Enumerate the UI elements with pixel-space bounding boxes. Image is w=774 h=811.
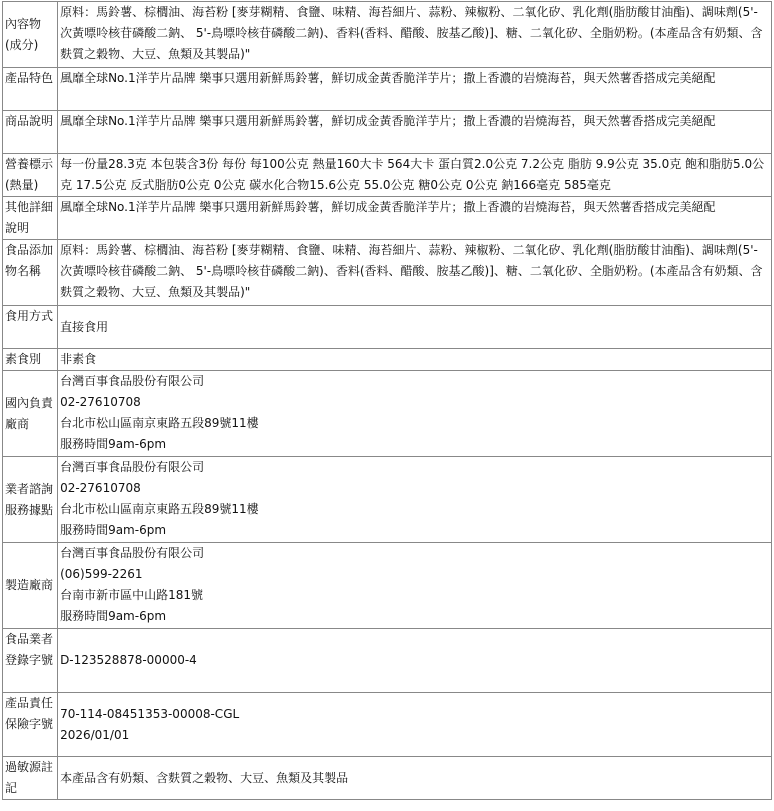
row-value: D-123528878-00000-4 bbox=[58, 629, 772, 693]
service-hours: 服務時間9am-6pm bbox=[60, 523, 167, 537]
phone-number: 02-27610708 bbox=[60, 481, 141, 495]
row-value bbox=[58, 371, 772, 457]
row-label: 國內負責廠商 bbox=[3, 371, 58, 457]
row-value bbox=[58, 457, 772, 543]
row-value: 原料：馬鈴薯、棕櫚油、海苔粉 [麥芽糊精、食鹽、味精、海苔細片、蒜粉、辣椒粉、二氧化矽、乳化劑(脂肪酸甘油酯)、調味劑(5'-次黃嘌呤核苷磷酸二鈉、 5'-鳥嘌呤核苷磷酸二鈉)、香料(香料、醋酸、胺基乙酸)]、糖、二氧化矽、全脂奶粉。(本產品含有奶類、含麩質之穀物、大豆、魚類及其製品)" bbox=[58, 2, 772, 68]
address: 台南市新市區中山路181號 bbox=[60, 588, 203, 602]
address: 台北市松山區南京東路五段89號11樓 bbox=[60, 502, 259, 516]
spec-row-nutrition bbox=[3, 154, 772, 197]
service-hours: 服務時間9am-6pm bbox=[60, 437, 167, 451]
spec-row-description bbox=[3, 111, 772, 154]
company-name: 台灣百事食品股份有限公司 bbox=[60, 374, 205, 388]
phone-number: (06)599-2261 bbox=[60, 567, 143, 581]
spec-row-consultation bbox=[3, 457, 772, 543]
spec-row-usage bbox=[3, 306, 772, 349]
row-label: 食用方式 bbox=[3, 306, 58, 349]
row-label: 食品業者登錄字號 bbox=[3, 629, 58, 693]
row-label: 產品特色 bbox=[3, 68, 58, 111]
row-label: 商品說明 bbox=[3, 111, 58, 154]
spec-row-allergen bbox=[3, 757, 772, 800]
row-value: 每一份量28.3克 本包裝含3份 每份 每100公克 熱量160大卡 564大卡 蛋白質2.0公克 7.2公克 脂肪 9.9公克 35.0克 飽和脂肪5.0公克 17.5公克 反式脂肪0公克 0公克 碳水化合物15.6公克 55.0公克 糖0公克 0公克 鈉166毫克 585毫克 bbox=[58, 154, 772, 197]
service-hours: 服務時間9am-6pm bbox=[60, 609, 167, 623]
row-value: 原料：馬鈴薯、棕櫚油、海苔粉 [麥芽糊精、食鹽、味精、海苔細片、蒜粉、辣椒粉、二氧化矽、乳化劑(脂肪酸甘油酯)、調味劑(5'-次黃嘌呤核苷磷酸二鈉、 5'-鳥嘌呤核苷磷酸二鈉)、香料(香料、醋酸、胺基乙酸)]、糖、二氧化矽、全脂奶粉。(本產品含有奶類、含麩質之穀物、大豆、魚類及其製品)" bbox=[58, 240, 772, 306]
spec-row-manufacturer bbox=[3, 543, 772, 629]
spec-row-registration bbox=[3, 629, 772, 693]
spec-row-additives bbox=[3, 240, 772, 306]
row-value bbox=[58, 543, 772, 629]
row-label: 食品添加物名稱 bbox=[3, 240, 58, 306]
spec-row-domestic-vendor bbox=[3, 371, 772, 457]
phone-number: 02-27610708 bbox=[60, 395, 141, 409]
row-value: 風靡全球No.1洋芋片品牌 樂事只選用新鮮馬鈴薯，鮮切成金黃香脆洋芋片；撒上香濃的岩燒海苔，與天然薯香搭成完美絕配 bbox=[58, 197, 772, 240]
company-name: 台灣百事食品股份有限公司 bbox=[60, 460, 205, 474]
row-label: 業者諮詢服務據點 bbox=[3, 457, 58, 543]
company-name: 台灣百事食品股份有限公司 bbox=[60, 546, 205, 560]
row-value: 風靡全球No.1洋芋片品牌 樂事只選用新鮮馬鈴薯，鮮切成金黃香脆洋芋片；撒上香濃的岩燒海苔，與天然薯香搭成完美絕配 bbox=[58, 68, 772, 111]
row-value: 風靡全球No.1洋芋片品牌 樂事只選用新鮮馬鈴薯，鮮切成金黃香脆洋芋片；撒上香濃的岩燒海苔，與天然薯香搭成完美絕配 bbox=[58, 111, 772, 154]
row-value: 直接食用 bbox=[58, 306, 772, 349]
row-label: 製造廠商 bbox=[3, 543, 58, 629]
spec-row-ingredients bbox=[3, 2, 772, 68]
insurance-number: 70-114-08451353-00008-CGL bbox=[60, 706, 240, 721]
row-value bbox=[58, 693, 772, 757]
spec-row-insurance bbox=[3, 693, 772, 757]
insurance-date: 2026/01/01 bbox=[60, 727, 130, 742]
row-label: 其他詳細說明 bbox=[3, 197, 58, 240]
row-label: 過敏源註記 bbox=[3, 757, 58, 800]
row-label: 營養標示(熱量) bbox=[3, 154, 58, 197]
product-spec-table bbox=[2, 1, 772, 800]
spec-row-features bbox=[3, 68, 772, 111]
row-value: 本產品含有奶類、含麩質之穀物、大豆、魚類及其製品 bbox=[58, 757, 772, 800]
row-value: 非素食 bbox=[58, 349, 772, 371]
row-label: 內容物(成分) bbox=[3, 2, 58, 68]
address: 台北市松山區南京東路五段89號11樓 bbox=[60, 416, 259, 430]
spec-row-vegetarian bbox=[3, 349, 772, 371]
row-label: 產品責任保險字號 bbox=[3, 693, 58, 757]
row-label: 素食別 bbox=[3, 349, 58, 371]
spec-row-details bbox=[3, 197, 772, 240]
